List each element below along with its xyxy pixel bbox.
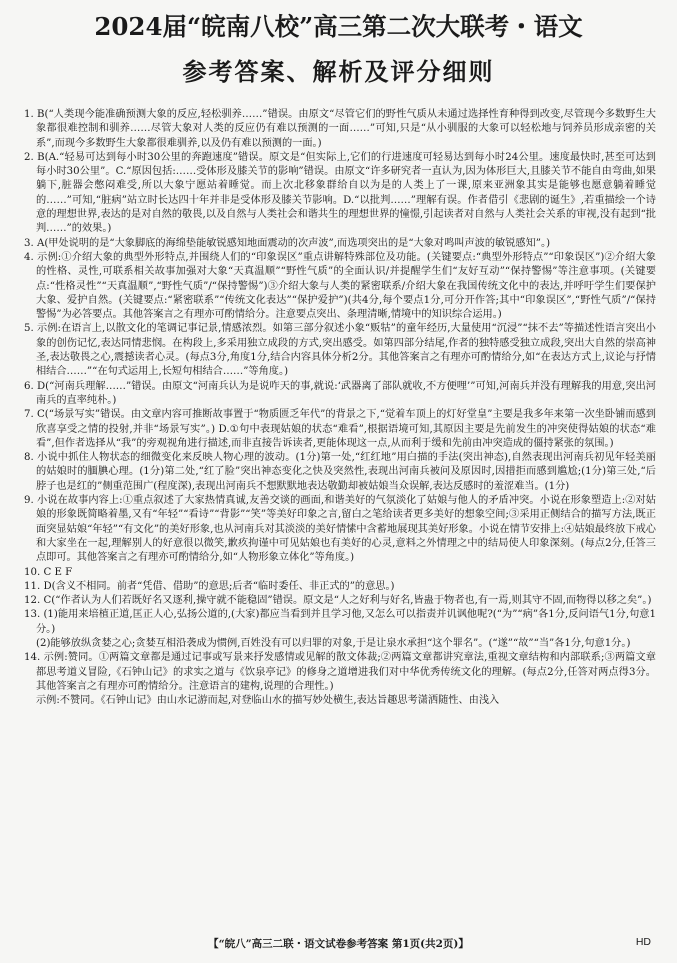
page-subtitle: 参考答案、解析及评分细则 — [182, 57, 495, 86]
answer-item-6: 6. D(“河南兵理解……”错误。由原文“河南兵认为是说咋天的事,就说:‘武器离了部队就收,不方便哩’”可知,河南兵并没有理解我的用意,突出河南兵的直率纯朴。) — [24, 380, 656, 406]
answer-list — [24, 108, 656, 928]
answer-item-13-1: 13. (1)能用来培植正道,匡正人心,弘扬公道的,(大家)都应当看到并且学习他,又怎么可以指责并讥讽他呢?(“为”“病”各1分,反问语气1分,句意1分。) — [24, 609, 656, 635]
answer-item-14-agree: 14. 示例:赞同。①两篇文章都是通过记事或写景来抒发感情或见解的散文体裁;②两篇文章都讲究章法,重视文章结构和内部联系;③两篇文章都思考道义冒险,《石钟山记》的求实之道与《饮泉亭记》的修身之道增进我们对中华优秀传统文化的理解。(每点2分,任答对两点得3分。其他答案言之有理亦可酌情给分。注意语言的建构,说理的合理性。) — [24, 652, 656, 692]
answer-item-5: 5. 示例:在语言上,以散文化的笔调记事记景,情感浓烈。如第三部分叙述小象“贩牯”的童年经历,大量使用“沉浸”“抹不去”等描述性语言突出小象的创伤记忆,表达同情悲悯。在构段上,多采用独立成段的方式,突出感受。如第四部分结尾,作者的独特感受独立成段,突出大自然的崇高神圣,表达敬畏之心,震撼读者心灵。(每点3分,角度1分,结合内容具体分析2分。其他答案言之有理亦可酌情给分,如“在表达方式上,议论与抒情相结合……”“在句式运用上,长短句相结合……”等角度。) — [24, 323, 656, 378]
answer-item-11: 11. D(含义不相同。前者“凭借、借助”的意思;后者“临时委任、非正式的”的意思。) — [24, 580, 395, 592]
answer-item-2: 2. B(A.“轻易可达到每小时30公里的奔跑速度”错误。原文是“但实际上,它们的行进速度可轻易达到每小时24公里。速度最快时,甚至可达到每小时30公里”。C.“原因包括:……受体形及膝关节的影响”错误。由原文“许多研究者一直认为,因为体形巨大,且膝关节不能自由弯曲,如果躺下,脏器会憋闷难受,所以大象宁愿站着睡觉。而上次北移象群给自以为是的人类上了一课,原来亚洲象其实是能够也愿意躺着睡觉的……”可知,“脏病”站立时长达四十年并非是受体形及膝关节影响。D.“以批判……”理解有误。作者借引《悲剧的诞生》,若重描绘一个诗意的理想世界,表达的是对自然的敬畏,以及自然与人类社会和谐共生的理想世界的憧憬,引起读者对自然与人类社会关系的审视,没有起到“批判……”的效果。) — [24, 151, 656, 235]
answer-item-10: 10. C E F — [24, 566, 73, 578]
page-footer: 【“皖八”高三二联・语文试卷参考答案 第1页(共2页)】 — [208, 938, 469, 950]
answer-item-9: 9. 小说在故事内容上:①重点叙述了大家热情真诚,友善交谈的画面,和谐美好的气氛淡化了姑娘与他人的矛盾冲突。小说在形象塑造上:②对姑娘的形象既简略着墨,又有“年轻”“看诗”“背影”“笑”等美好印象之言,留白之笔给读者更多美好的想象空间;③采用正侧结合的描写方法,既正面突显姑娘“年轻”“有文化”的美好形象,也从河南兵对其淡淡的美好情愫中含蓄地展现其美好形象。小说在情节安排上:④姑娘最终放下戒心和大家坐在一起,理解别人的好意很以微笑,歉疚拘谨中可见姑娘也有美好的心灵,意料之外情理之中的结局使人印象深刻。(每点2分,任答三点即可。其他答案言之有理亦可酌情给分,如“人物形象立体化”等角度。) — [24, 495, 656, 564]
paper-code: HD — [635, 936, 651, 948]
answer-item-3: 3. A(甲处说明的是“大象脚底的海绵垫能敏锐感知地面震动的次声波”,而选项突出的是“大象对鸣叫声波的敏锐感知”。) — [24, 237, 551, 249]
answer-item-12: 12. C(“作者认为人们若既好名又逐利,操守就不能稳固”错误。原文是“人之好利与好名,皆蛊于物者也,有一焉,则其守不固,而物得以移之矣”。) — [24, 595, 652, 607]
answer-item-13-2: (2)能够放纵贪婪之心;贪婪互相沿袭成为惯例,百姓没有可以归罪的对象,于是让泉水承担“这个罪名”。(“遂”“故”“当”各1分,句意1分。) — [36, 637, 631, 649]
answer-item-7: 7. C(“场景写实”错误。由文章内容可推断故事置于“物质匮乏年代”的背景之下,“觉着车顶上的灯好堂皇”主要是我多年来第一次坐卧铺而感到欣喜享受之情的投射,并非“场景写实”。) D.①句中表现姑娘的状态“难看”,根据语境可知,其原因主要是先前发生的冲突使得姑娘的状态“难看”,但作者选择从“我”的旁观视角进行描述,而非直接告诉读者,更能体现这一点,从而利于缓和先前由冲突造成的僵持紧张的氛围。) — [24, 409, 656, 449]
answer-item-14-disagree: 示例:不赞同。《石钟山记》由山水记游而起,对登临山水的描写妙处横生,表达旨趣思考潇洒随性、由浅入 — [36, 695, 500, 707]
answer-item-4: 4. 示例:①介绍大象的典型外形特点,并围绕人们的“印象误区”重点讲解特殊部位及功能。(关键要点:“典型外形特点”“印象误区”)②介绍大象的性格、灵性,可联系相关故事加强对大象“天真温顺”“野性气质”的全面认识/并提醒学生们“友好互动”“保持警惕”等注意事项。(关键要点:“性格灵性”“天真温顺”,“野性气质”/“保持警惕”)③介绍大象与人类的紧密联系/介绍大象在我国传统文化中的表达,并呼吁学生们要保护大象、爱护自然。(关键要点:“紧密联系”“传统文化表达”“保护爱护”)(共4分,每个要点1分,可分开作答;其中“印象误区”,“野性气质”/“保持警惕”为必答要点。其他答案言之有理亦可酌情给分。注意要点突出、条理清晰,情境中的知识综合运用。) — [24, 251, 656, 321]
answer-item-1: 1. B(“人类现今能准确预测大象的反应,轻松驯养……”错误。由原文“尽管它们的野性气质从未通过选择性育种得到改变,尽管现今多数野生大象都很难控制和驯养……尽管大象对人类的反应仍有难以预测的一面……”可知,只是“从小驯服的大象可以轻松地与饲养员形成亲密的关系”,而现今多数野生大象都很难驯养,以及仍有难以预测的一面。) — [24, 109, 656, 149]
answer-item-8: 8. 小说中抓住人物状态的细微变化来反映人物心理的波动。(1分)第一处,“红红地”用白描的手法(突出神态),自然表现出河南兵初见年轻美丽的姑娘时的腼腆心理。(1分)第二处,“红了脸”突出神态变化之快及突然性,表现出河南兵被问及原因时,因措拒而感到尴尬;(1分)第三处,“后脖子也是红的”侧重范围广(程度深),表现出河南兵不想默默地表达敬勤却被姑娘当众误解,表达反感时的羞涩难当。(1分) — [24, 452, 656, 492]
page-title: 2024届“皖南八校”高三第二次大联考・语文 — [94, 12, 583, 41]
